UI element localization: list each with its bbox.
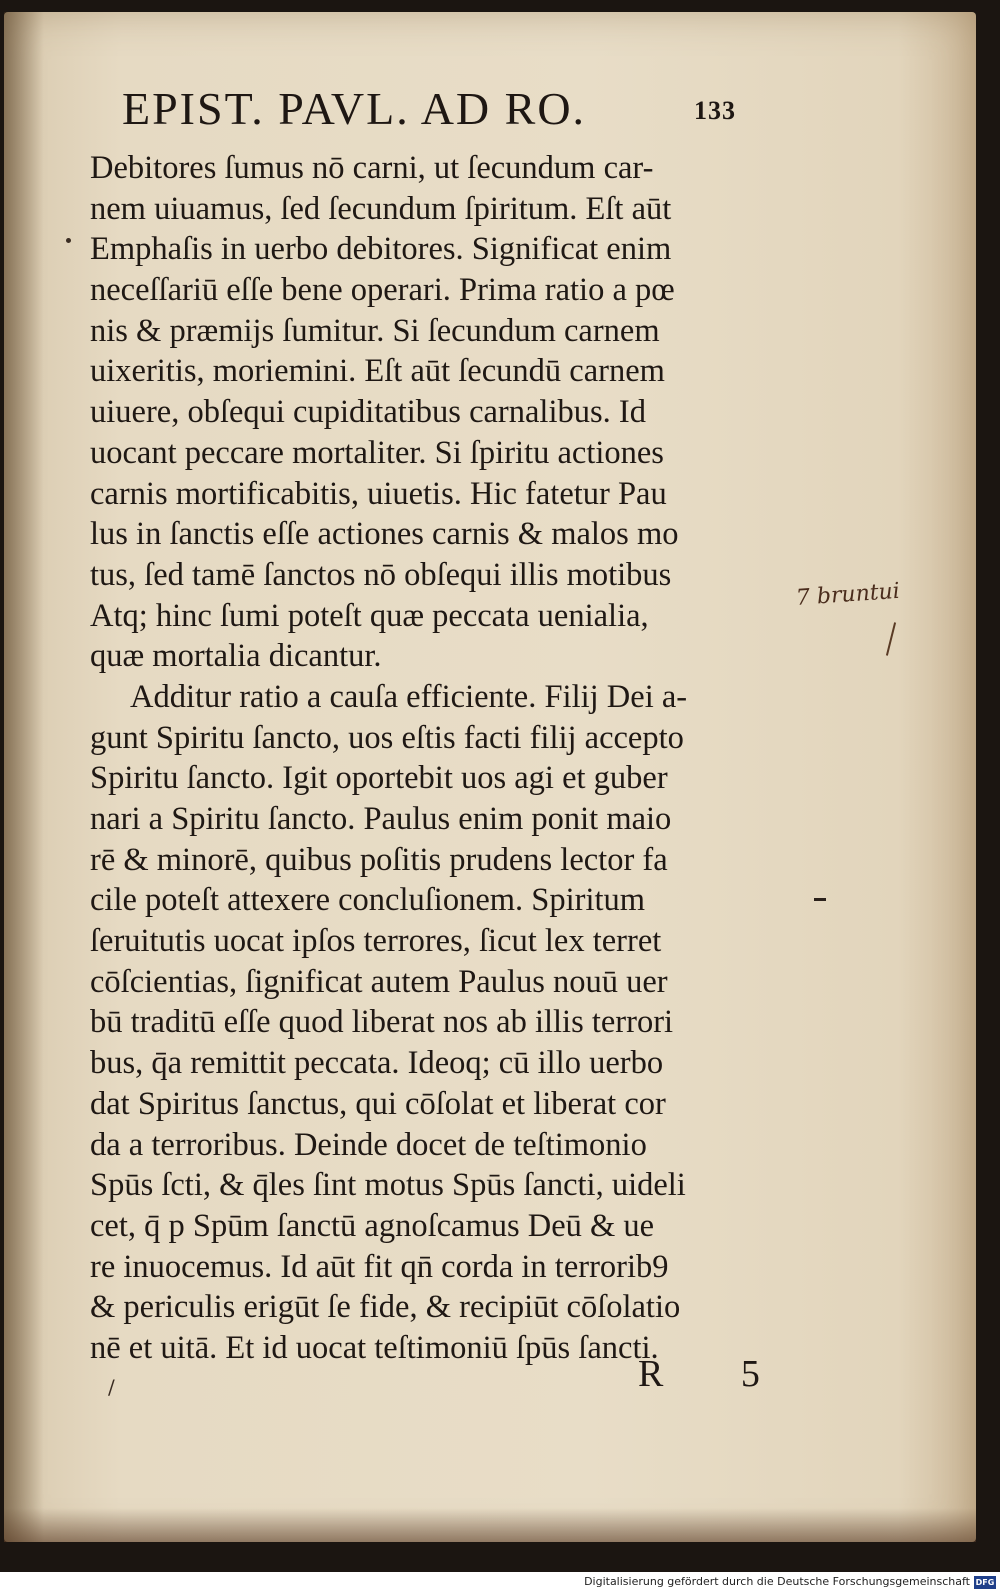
body-text [90, 148, 820, 1369]
text-line: dat Spiritus ſanctus, qui cōſolat et liberat cor [90, 1085, 666, 1122]
text-line: cet, q̄ p Spūm ſanctū agnoſcamus Deū & ue [90, 1207, 655, 1244]
text-line: Emphaſis in uerbo debitores. Significat enim [90, 231, 672, 268]
text-line: bū traditū eſſe quod liberat nos ab illis terrori [90, 1004, 674, 1041]
footer-bar [0, 1572, 1000, 1594]
running-title: EPIST. PAVL. AD RO. [122, 83, 587, 134]
page-bottom-edge [4, 1508, 976, 1542]
text-line: re inuocemus. Id aūt fit qn̄ corda in terrorib9 [90, 1248, 669, 1285]
text-line: lus in ſanctis eſſe actiones carnis & malos mo [90, 516, 679, 553]
text-line: quæ mortalia dicantur. [90, 638, 382, 675]
text-line: rē & minorē, quibus poſitis prudens lector fa [90, 841, 668, 878]
running-head [122, 82, 762, 142]
text-line: & periculis erigūt ſe fide, & recipiūt cōſolatio [90, 1289, 681, 1326]
gutter-shadow [4, 12, 44, 1542]
text-line: nis & præmijs ſumitur. Si ſecundum carnem [90, 312, 660, 349]
margin-dash [814, 898, 826, 901]
text-line: cōſcientias, ſignificat autem Paulus nouū uer [90, 963, 668, 1000]
text-line: da a terroribus. Deinde docet de teſtimonio [90, 1126, 647, 1163]
signature-mark: R 5 [638, 1353, 794, 1395]
text-line: uocant peccare mortaliter. Si ſpiritu actiones [90, 434, 664, 471]
text-line: Debitores ſumus nō carni, ut ſecundum car- [90, 150, 654, 186]
dfg-logo: DFG [975, 1578, 995, 1587]
text-line: tus, ſed tamē ſanctos nō obſequi illis motibus [90, 556, 672, 593]
text-line: Spūs ſcti, & q̄les ſint motus Spūs ſancti, uideli [90, 1167, 686, 1204]
text-line: nem uiuamus, ſed ſecundum ſpiritum. Eſt aūt [90, 190, 672, 227]
text-line: neceſſariū eſſe bene operari. Prima ratio a pœ [90, 272, 675, 309]
text-line: cile poteſt attexere concluſionem. Spiritum [90, 882, 646, 919]
text-line: bus, q̄a remittit peccata. Ideoq; cū illo uerbo [90, 1045, 664, 1082]
footer-credit: Digitalisierung gefördert durch die Deutsche Forschungsgemeinschaft [584, 1575, 970, 1588]
text-line: gunt Spiritu ſancto, uos eſtis facti filij accepto [90, 719, 684, 756]
text-line: nari a Spiritu ſancto. Paulus enim ponit maio [90, 801, 672, 837]
text-line: Additur ratio a cauſa efficiente. Filij Dei a- [130, 678, 688, 715]
text-line: Spiritu ſancto. Igit oportebit uos agi et guber [90, 760, 668, 797]
margin-dot [66, 238, 71, 243]
folio-number: 133 [694, 96, 736, 125]
text-line: carnis mortificabitis, uiuetis. Hic fatetur Pau [90, 475, 667, 512]
stray-ink-mark: / [108, 1375, 115, 1399]
text-line: nē et uitā. Et id uocat teſtimoniū ſpūs ſancti. [90, 1329, 659, 1366]
text-line: uiuere, obſequi cupiditatibus carnalibus. Id [90, 394, 646, 431]
text-line: Atq; hinc ſumi poteſt quæ peccata uenialia, [90, 597, 649, 634]
handwritten-marginal-note: 7 bruntui [795, 578, 901, 611]
text-line: uixeritis, moriemini. Eſt aūt ſecundū carnem [90, 353, 665, 390]
text-line: ſeruitutis uocat ipſos terrores, ſicut lex terret [90, 923, 662, 960]
